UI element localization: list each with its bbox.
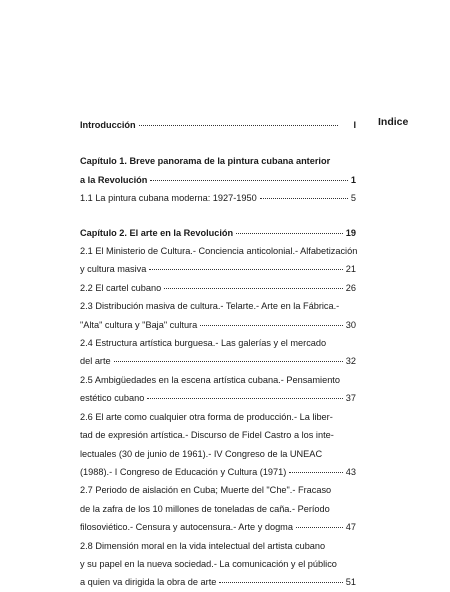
dot-leader — [147, 398, 342, 399]
toc-line — [80, 408, 356, 426]
dot-leader — [219, 582, 342, 583]
chapter-title-line: a la Revolución — [80, 174, 148, 185]
toc-page-number: 26 — [345, 282, 356, 293]
dot-leader — [200, 325, 343, 326]
toc-line — [80, 334, 356, 352]
toc-section-2-2[interactable] — [80, 279, 356, 297]
toc-line — [80, 463, 356, 481]
toc-line — [80, 500, 356, 518]
toc-page-number: 32 — [345, 356, 356, 367]
section-title-line: del arte — [80, 356, 111, 367]
toc-line — [80, 260, 356, 278]
section-title-line: 2.1 El Ministerio de Cultura.- Conciencia anticolonial.- Alfabetización — [80, 246, 358, 257]
toc-line — [80, 573, 356, 591]
toc-line — [80, 445, 356, 463]
toc-page-number: 37 — [345, 393, 356, 404]
toc-page-number: 43 — [345, 466, 356, 477]
toc-section-1-1[interactable] — [80, 189, 356, 207]
toc-section-2-7[interactable] — [80, 481, 356, 536]
dot-leader — [236, 233, 343, 234]
section-title-line: estético cubano — [80, 393, 145, 404]
toc-line — [80, 316, 356, 334]
toc-page-number: 21 — [345, 264, 356, 275]
dot-leader — [260, 198, 348, 199]
toc-page-number: 5 — [350, 193, 356, 204]
toc-chapter-2[interactable] — [80, 224, 356, 242]
toc-section-2-3[interactable] — [80, 297, 356, 334]
dot-leader — [139, 125, 339, 126]
toc-section-2-8[interactable] — [80, 537, 356, 592]
toc-entry-title: Introducción — [80, 120, 136, 130]
toc-line — [80, 426, 356, 444]
section-title-line: 2.3 Distribución masiva de cultura.- Telarte.- Arte en la Fábrica.- — [80, 301, 340, 312]
dot-leader — [296, 527, 343, 528]
section-title: 1.1 La pintura cubana moderna: 1927-1950 — [80, 193, 257, 204]
toc-page-number: 30 — [345, 319, 356, 330]
section-title-line: 2.5 Ambigüedades en la escena artística cubana.- Pensamiento — [80, 374, 340, 385]
section-title-line: "Alta" cultura y "Baja" cultura — [80, 319, 198, 330]
section-title-line: de la zafra de los 10 millones de toneladas de caña.- Período — [80, 503, 330, 514]
index-heading: Indice — [378, 116, 409, 128]
section-title-line: 2.8 Dimensión moral en la vida intelectual del artista cubano — [80, 540, 326, 551]
toc-page-number: I — [353, 120, 356, 130]
dot-leader — [149, 269, 342, 270]
dot-leader — [114, 361, 343, 362]
toc-line — [80, 279, 356, 297]
toc-section-2-6[interactable] — [80, 408, 356, 482]
section-title-line: 2.6 El arte como cualquier otra forma de producción.- La liber- — [80, 411, 333, 422]
section-title-line: 2.2 El cartel cubano — [80, 282, 162, 293]
section-title-line: lectuales (30 de junio de 1961).- IV Congreso de la UNEAC — [80, 448, 323, 459]
toc-line — [80, 242, 356, 260]
chapter-title-line: Capítulo 1. Breve panorama de la pintura cubana anterior — [80, 156, 331, 167]
toc-line — [80, 152, 356, 170]
toc-line — [80, 371, 356, 389]
toc-section-2-5[interactable] — [80, 371, 356, 408]
section-title-line: 2.4 Estructura artística burguesa.- Las galerías y el mercado — [80, 338, 327, 349]
section-title-line: filosoviético.- Censura y autocensura.- Arte y dogma — [80, 522, 293, 533]
chapter-2-sections — [80, 242, 356, 592]
toc-page-number: 47 — [345, 522, 356, 533]
toc-page-number: 51 — [345, 577, 356, 588]
toc-line — [80, 481, 356, 499]
section-title-line: tad de expresión artística.- Discurso de Fidel Castro a los inte- — [80, 430, 334, 441]
section-title-line: y cultura masiva — [80, 264, 147, 275]
dot-leader — [289, 472, 342, 473]
toc-line — [80, 297, 356, 315]
dot-leader — [150, 180, 347, 181]
toc-page-number: 1 — [350, 174, 356, 185]
toc-line — [80, 537, 356, 555]
toc-line — [80, 352, 356, 370]
toc-line — [80, 389, 356, 407]
section-title-line: 2.7 Periodo de aislación en Cuba; Muerte del "Che".- Fracaso — [80, 485, 332, 496]
section-title-line: a quien va dirigida la obra de arte — [80, 577, 217, 588]
toc-line — [80, 518, 356, 536]
section-title-line: (1988).- I Congreso de Educación y Cultura (1971) — [80, 466, 287, 477]
toc-chapter-1[interactable] — [80, 152, 356, 189]
toc-entry-introduction[interactable] — [80, 116, 356, 134]
toc-line — [80, 171, 356, 189]
section-title-line: y su papel en la nueva sociedad.- La comunicación y el público — [80, 558, 337, 569]
dot-leader — [164, 288, 343, 289]
toc-section-2-4[interactable] — [80, 334, 356, 371]
toc-section-2-1[interactable] — [80, 242, 356, 279]
toc-page-number: 19 — [345, 227, 356, 238]
table-of-contents — [80, 116, 356, 592]
chapter-title-line: Capítulo 2. El arte en la Revolución — [80, 227, 234, 238]
toc-line — [80, 555, 356, 573]
